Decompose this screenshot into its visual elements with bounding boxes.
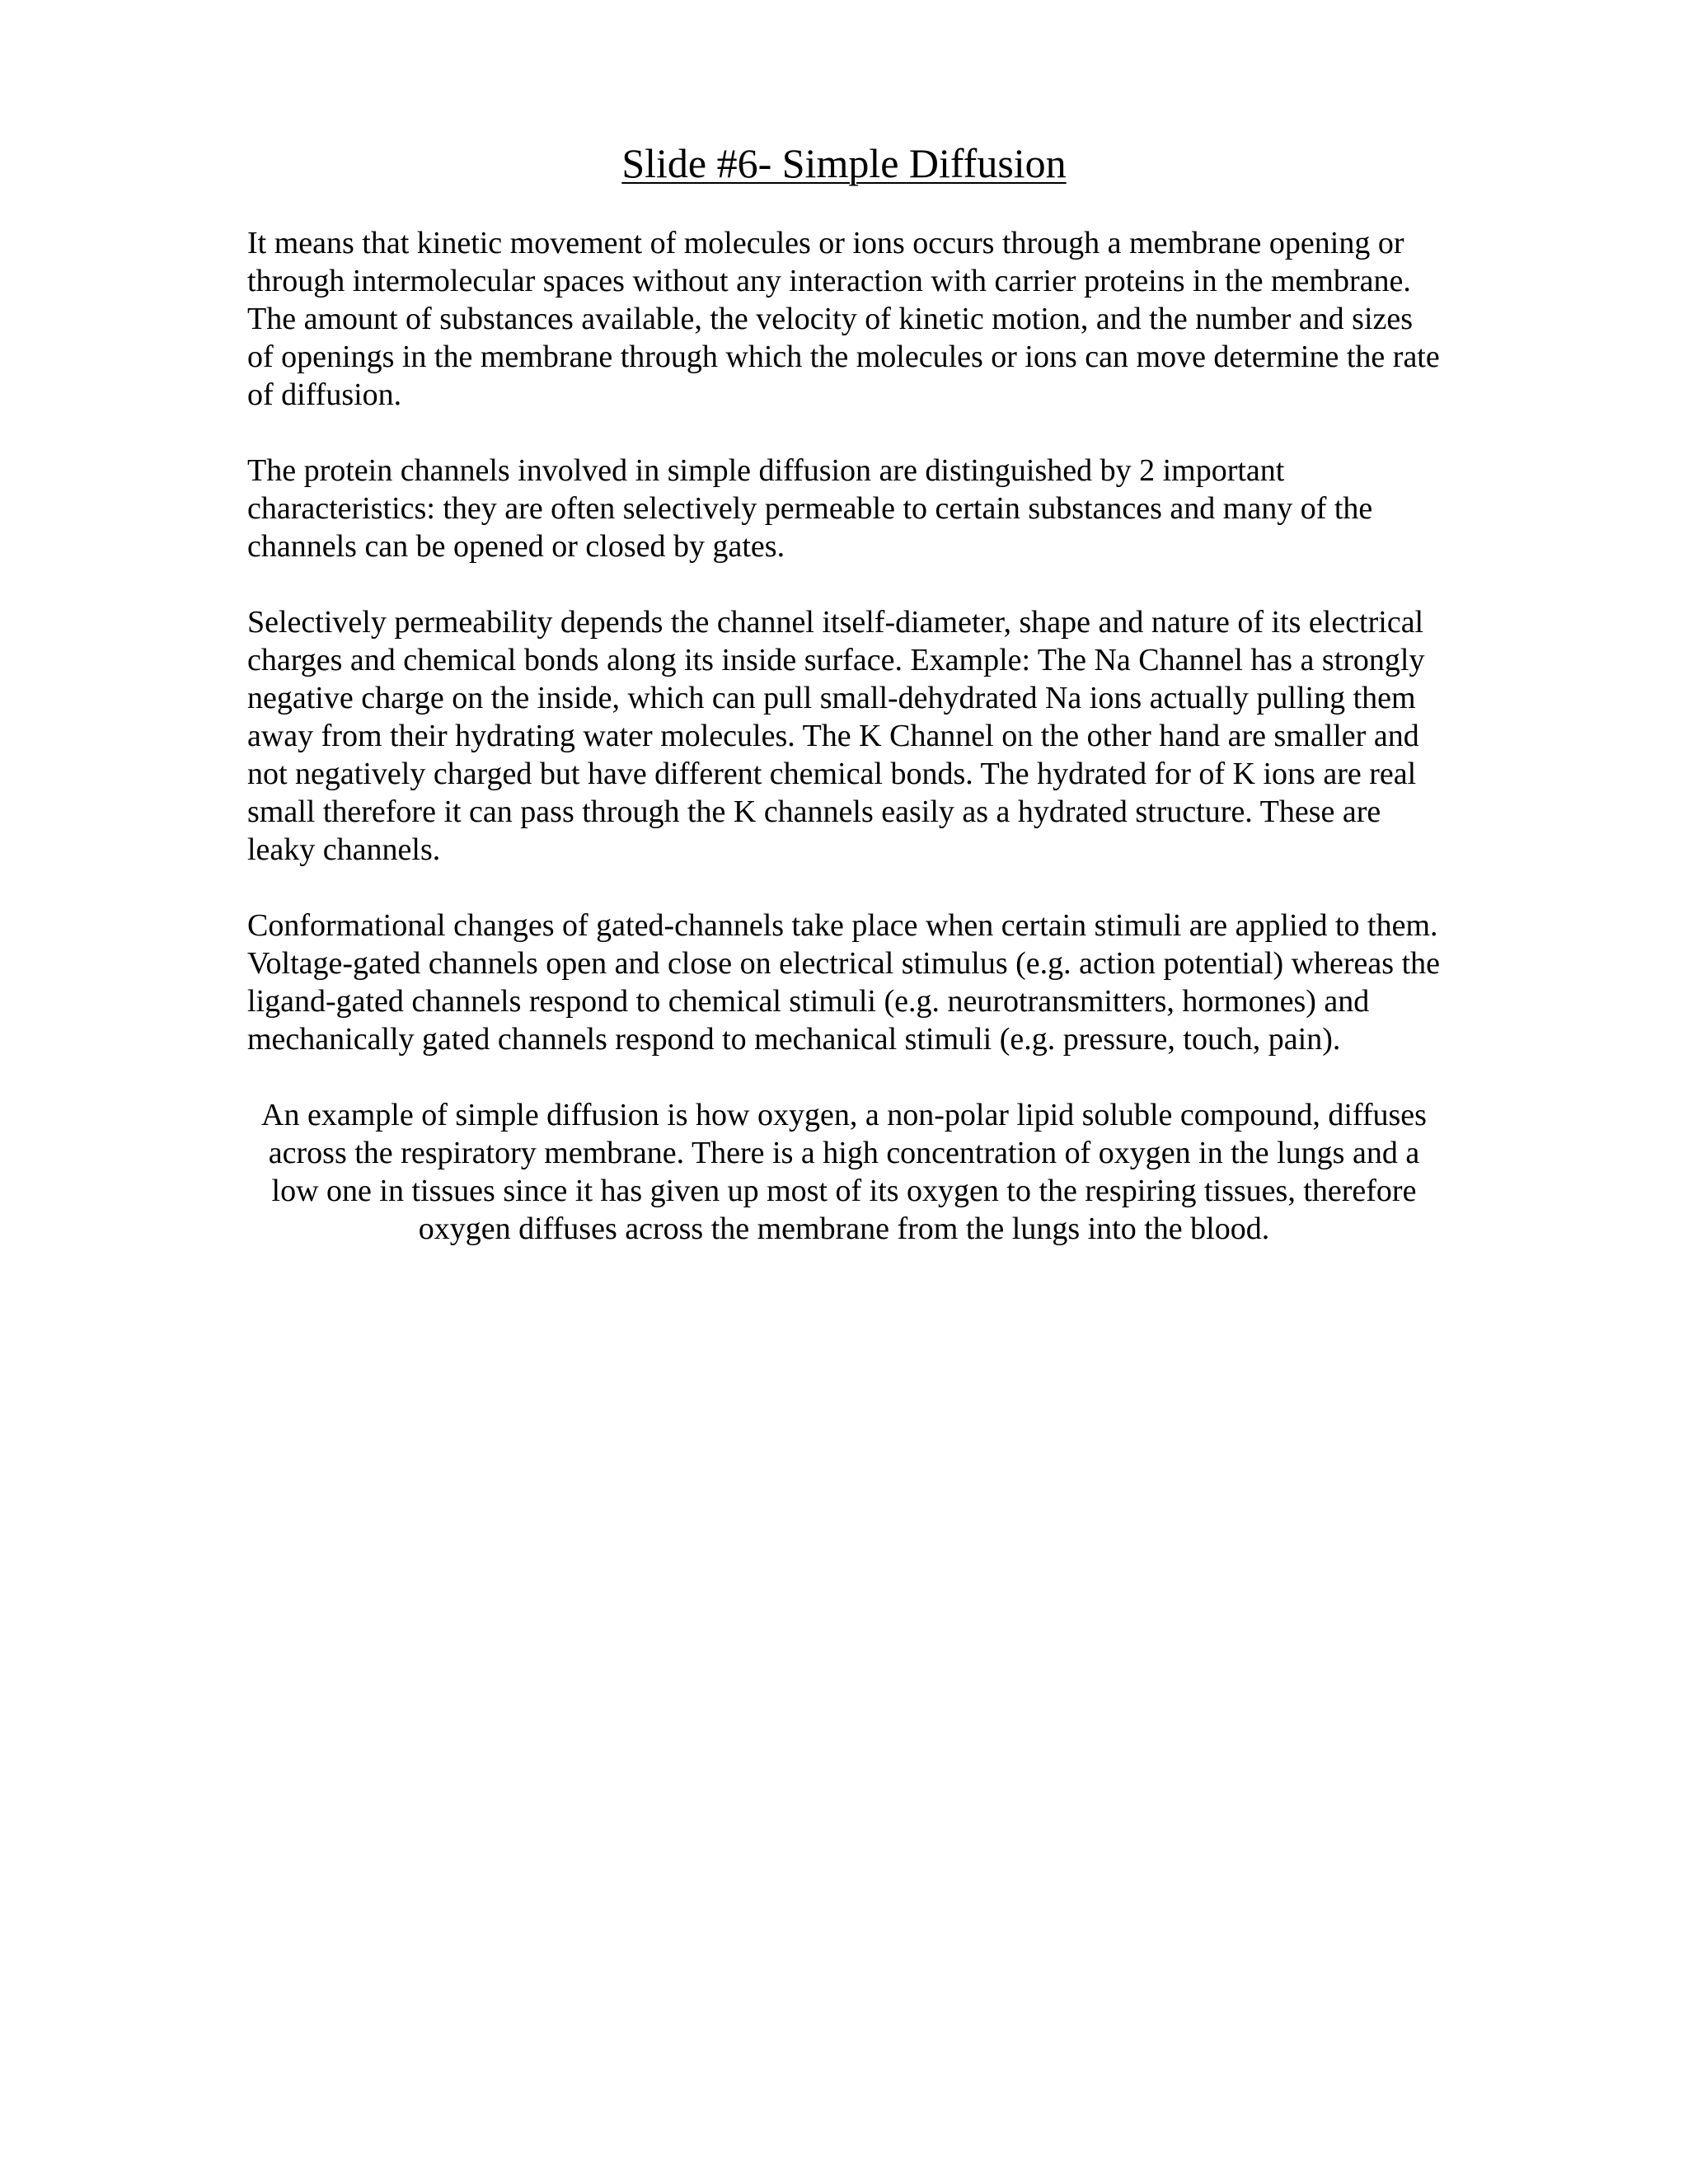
paragraph-oxygen-example: An example of simple diffusion is how oxygen, a non-polar lipid soluble compound, diffuses across the respiratory membrane. There is a high concentration of oxygen in the lungs and a low one in tissues since it has given up most of its oxygen to the respiring tissues, therefore oxygen diffuses across the membrane from the lungs into the blood.: [261, 1098, 1427, 1246]
document-body: [247, 224, 1441, 1286]
paragraph-protein-channels: The protein channels involved in simple diffusion are distinguished by 2 important characteristics: they are often selectively permeable to certain substances and many of the channels can be opened or closed by gates.: [247, 453, 1373, 564]
page-title: Slide #6- Simple Diffusion: [621, 140, 1067, 186]
paragraph-gated-channels: Conformational changes of gated-channels take place when certain stimuli are applied to them. Voltage-gated channels open and close on electrical stimulus (e.g. action potential) whereas the ligand-gated channels respond to chemical stimuli (e.g. neurotransmitters, hormones) and mechanically gated channels respond to mechanical stimuli (e.g. pressure, touch, pain).: [247, 908, 1441, 1057]
paragraph-definition: It means that kinetic movement of molecules or ions occurs through a membrane opening or through intermolecular spaces without any interaction with carrier proteins in the membrane. The amount of substances available, the velocity of kinetic motion, and the number and sizes of openings in the membrane through which the molecules or ions can move determine the rate of diffusion.: [247, 226, 1440, 412]
paragraph-selective-permeability: Selectively permeability depends the channel itself-diameter, shape and nature of its electrical charges and chemical bonds along its inside surface. Example: The Na Channel has a strongly negative charge on the inside, which can pull small-dehydrated Na ions actually pulling them away from their hydrating water molecules. The K Channel on the other hand are smaller and not negatively charged but have different chemical bonds. The hydrated for of K ions are real small therefore it can pass through the K channels easily as a hydrated structure. These are leaky channels.: [247, 605, 1425, 867]
